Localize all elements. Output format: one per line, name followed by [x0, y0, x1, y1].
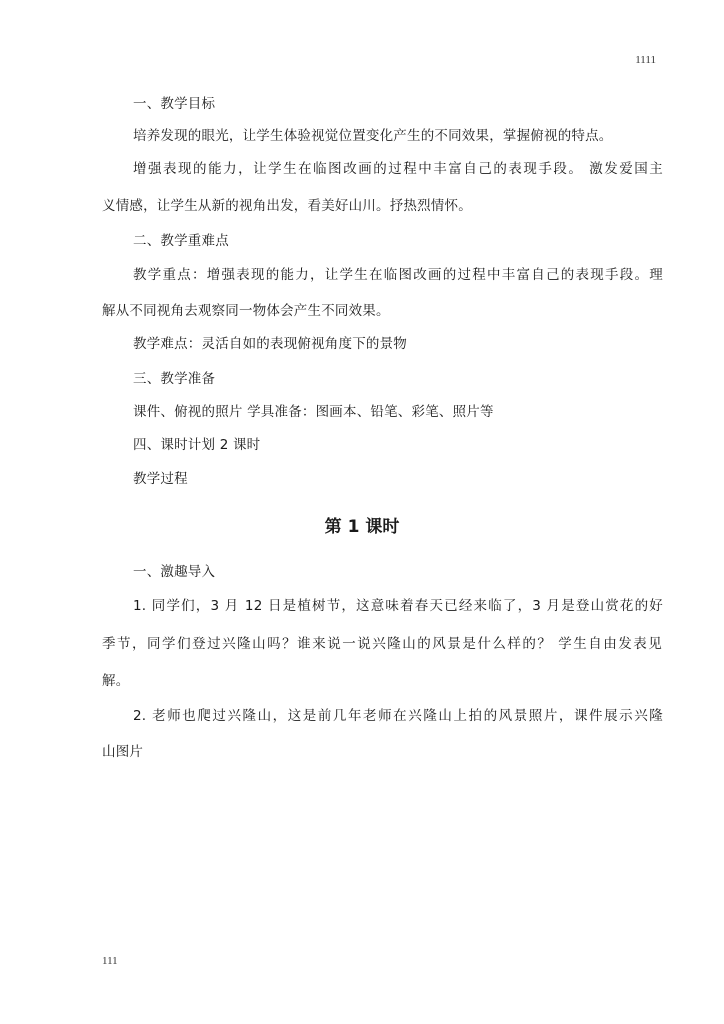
paragraph-line: 教学重点：增强表现的能力，让学生在临图改画的过程中丰富自己的表现手段。理: [133, 267, 663, 283]
header-page-marker: 1111: [635, 54, 656, 66]
paragraph-line: 解。: [102, 673, 130, 689]
heading-teaching-goals: 一、教学目标: [133, 96, 216, 112]
paragraph-line: 义情感，让学生从新的视角出发，看美好山川。抒热烈情怀。: [102, 198, 472, 214]
section-title: 第 1 课时: [324, 517, 400, 537]
heading-teaching-process: 教学过程: [133, 471, 188, 487]
heading-introduction: 一、激趣导入: [133, 564, 216, 580]
paragraph-line: 季节，同学们登过兴隆山吗？谁来说一说兴隆山的风景是什么样的？ 学生自由发表见: [102, 636, 662, 652]
heading-key-points: 二、教学重难点: [133, 233, 229, 249]
paragraph-line: 课件、俯视的照片 学具准备：图画本、铅笔、彩笔、照片等: [133, 404, 494, 420]
paragraph-line: 解从不同视角去观察同一物体会产生不同效果。: [102, 303, 390, 319]
heading-preparation: 三、教学准备: [133, 371, 216, 387]
paragraph-line: 增强表现的能力，让学生在临图改画的过程中丰富自己的表现手段。 激发爱国主: [133, 161, 663, 177]
heading-schedule: 四、课时计划 2 课时: [133, 437, 261, 453]
paragraph-line: 山图片: [102, 744, 144, 760]
paragraph-line: 1. 同学们，3 月 12 日是植树节，这意味着春天已经来临了，3 月是登山赏花的好: [133, 598, 663, 614]
paragraph-line: 培养发现的眼光，让学生体验视觉位置变化产生的不同效果，掌握俯视的特点。: [133, 128, 613, 144]
paragraph-line: 教学难点：灵活自如的表现俯视角度下的景物: [133, 336, 407, 352]
paragraph-line: 2. 老师也爬过兴隆山，这是前几年老师在兴隆山上拍的风景照片，课件展示兴隆: [133, 708, 663, 724]
footer-page-marker: 111: [102, 955, 118, 967]
